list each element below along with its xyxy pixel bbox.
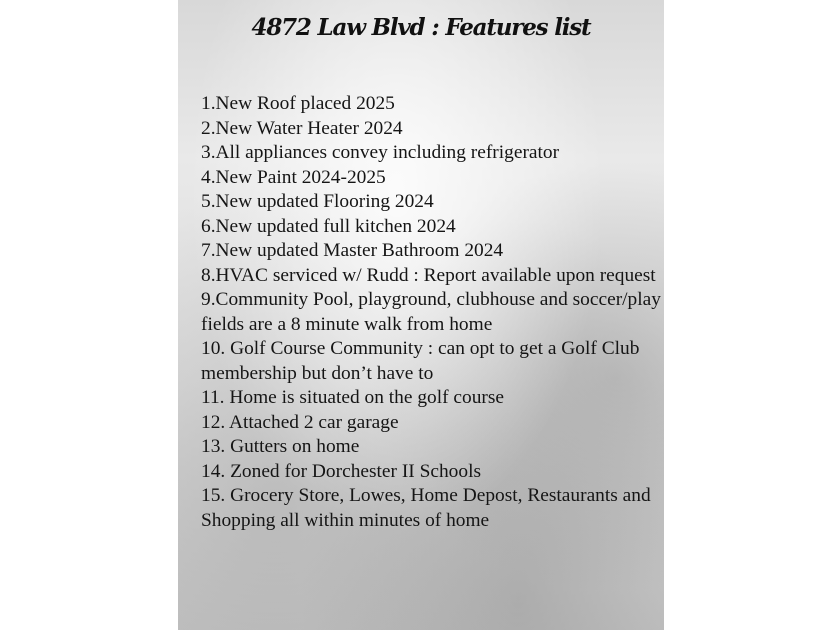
feature-item: 9.Community Pool, playground, clubhouse and soccer/play fields are a 8 minute walk from home [201,289,661,335]
flyer-title: 4872 Law Blvd : Features list [251,14,591,41]
feature-item: 8.HVAC serviced w/ Rudd : Report available upon request [201,264,656,286]
features-list [201,92,661,533]
feature-item: 13. Gutters on home [201,436,360,457]
feature-item: 2.New Water Heater 2024 [201,117,403,139]
feature-item: 5.New updated Flooring 2024 [201,191,434,212]
feature-item: 1.New Roof placed 2025 [201,93,395,114]
feature-item: 7.New updated Master Bathroom 2024 [201,240,504,261]
feature-item: 12. Attached 2 car garage [201,411,399,433]
feature-item: 10. Golf Course Community : can opt to get a Golf Club membership but don’t have to [201,338,640,384]
feature-item: 14. Zoned for Dorchester II Schools [201,460,482,482]
feature-item: 15. Grocery Store, Lowes, Home Depost, Restaurants and Shopping all within minutes of home [201,485,651,531]
features-flyer [178,0,664,630]
feature-item: 4.New Paint 2024-2025 [201,166,386,188]
feature-item: 3.All appliances convey including refrigerator [201,142,560,163]
feature-item: 6.New updated full kitchen 2024 [201,215,456,237]
feature-item: 11. Home is situated on the golf course [201,387,505,408]
